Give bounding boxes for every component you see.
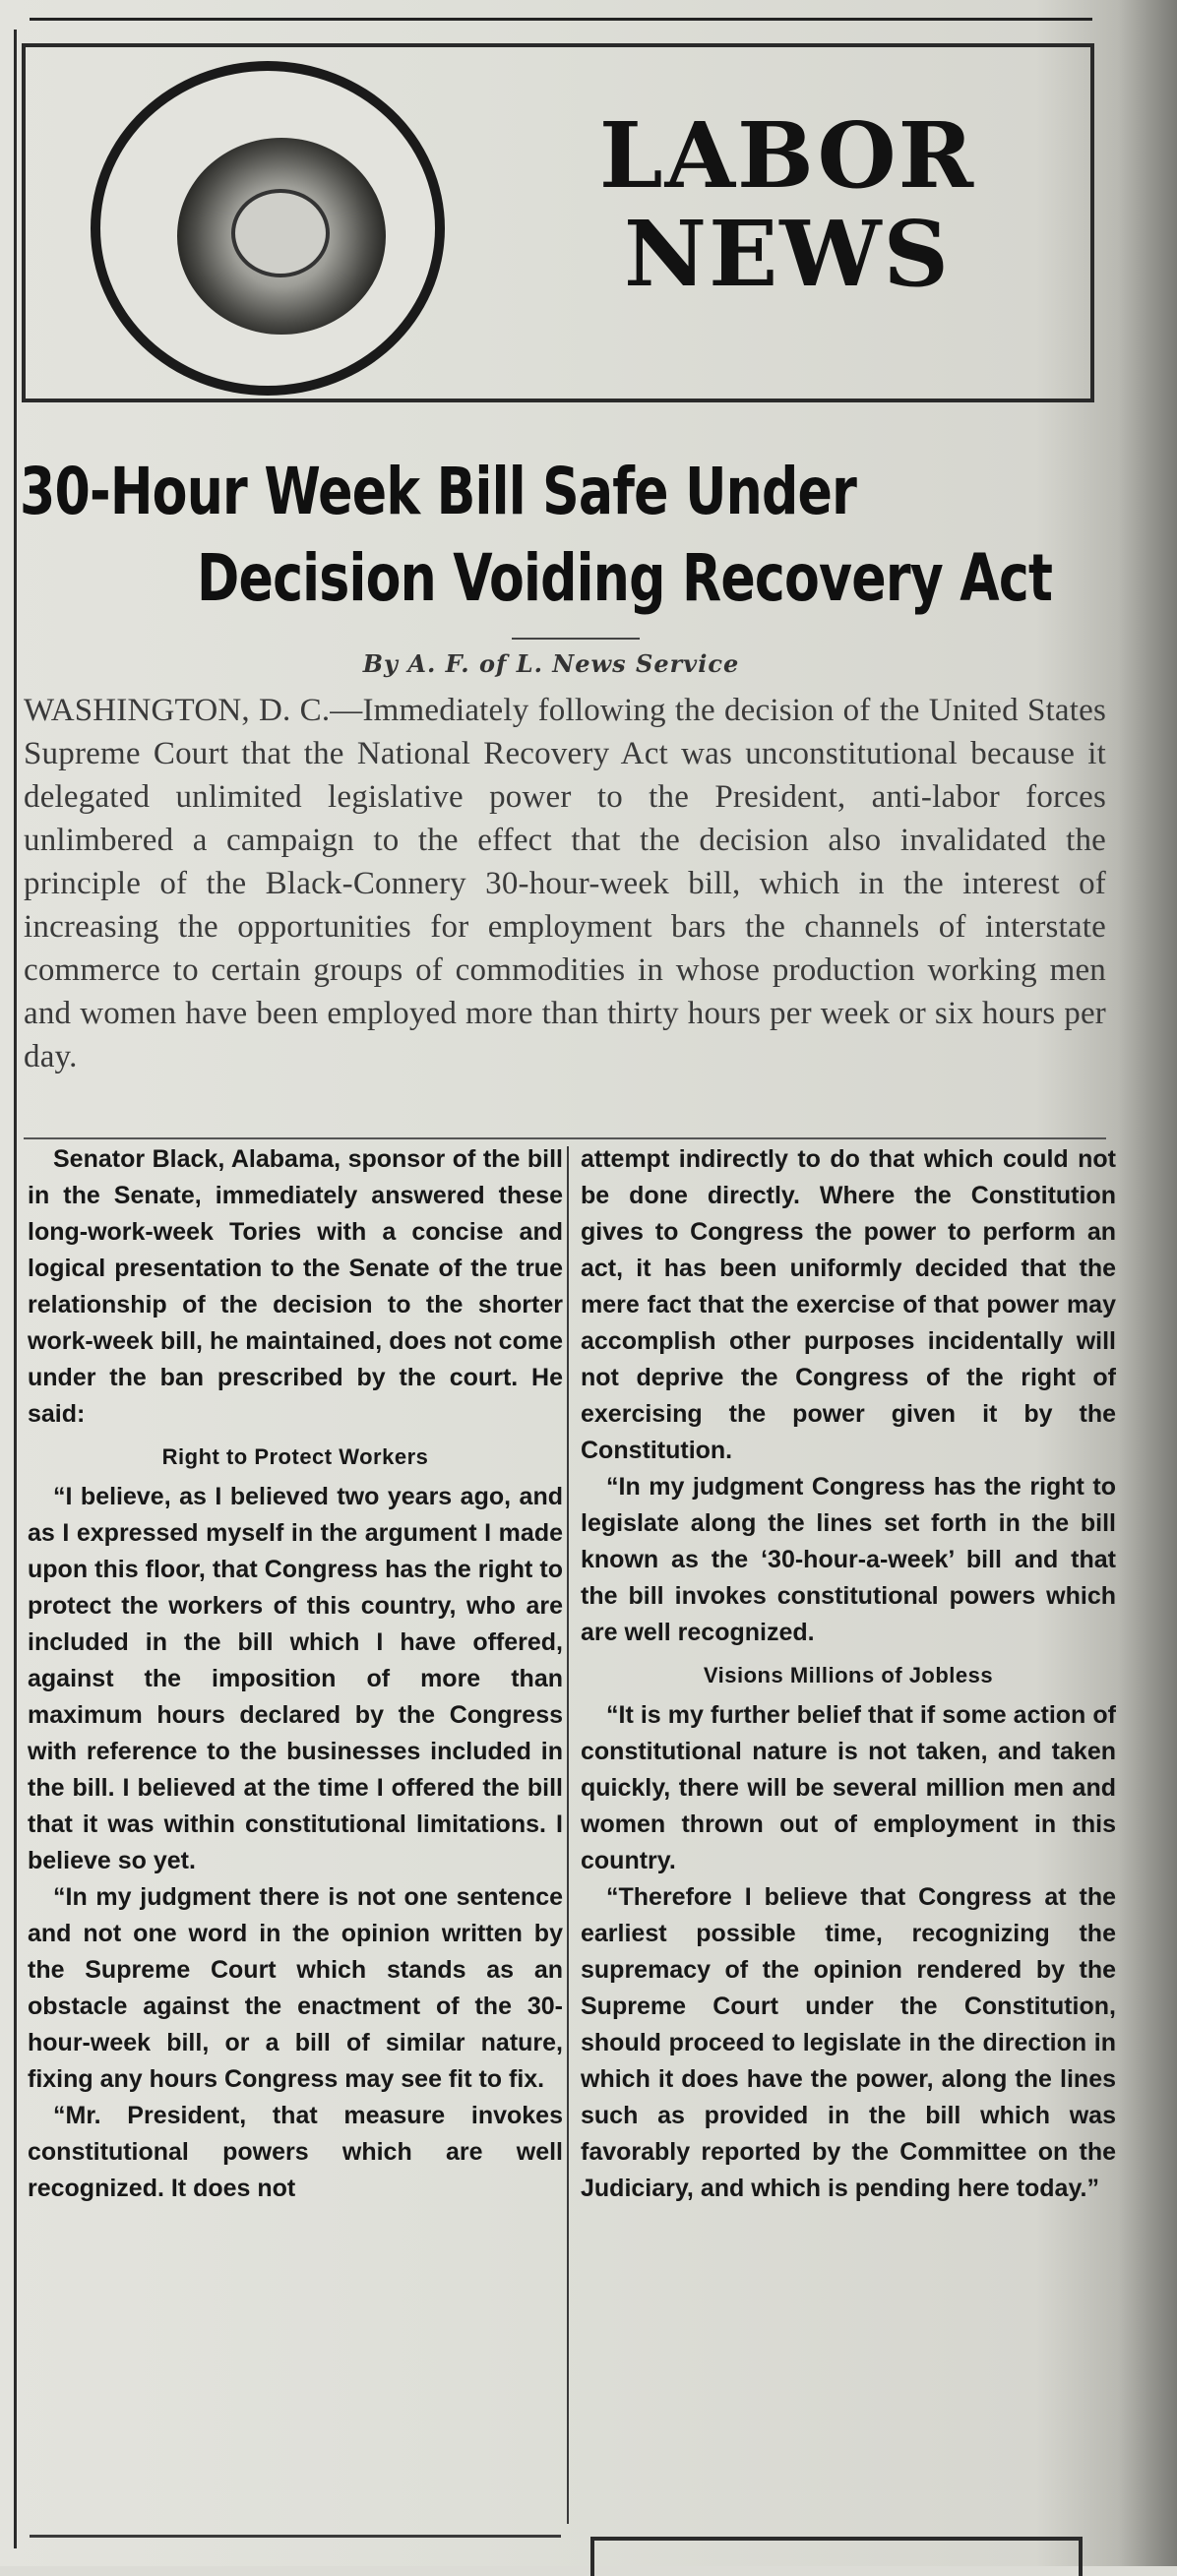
right-column xyxy=(581,1141,1116,2207)
byline: By A. F. of L. News Service xyxy=(362,649,740,678)
right-paragraph-2: “In my judgment Congress has the right to legislate along the lines set forth in the bill known as the ‘30-hour-a-week’ bill and that the bill invokes constitutional powers which are well recognized. xyxy=(581,1473,1116,1646)
next-article-box xyxy=(590,2537,1083,2576)
lead-paragraph: WASHINGTON, D. C.—Immediately following the decision of the United States Supreme Court that the National Recovery Act was unconstitutional because it delegated unlimited legislative power to the President, anti-labor forces unlimbered a campaign to the effect that the decision also invalidated the principle of the Black-Connery 30-hour-week bill, which in the interest of increasing the opportunities for employment bars the channels of interstate commerce to certain groups of commodities in whose production working men and women have been employed more than thirty hours per week or six hours per day. xyxy=(24,693,1106,1074)
column-divider xyxy=(567,1146,569,2524)
headline-line-1: 30-Hour Week Bill Safe Under xyxy=(20,454,857,529)
left-paragraph-1: Senator Black, Alabama, sponsor of the bill in the Senate, immediately answered these long-work-week Tories with a concise and logical presentation to the Senate of the true relationship of the decision to the shorter work-week bill, he maintained, does not come under the ban prescribed by the court. He said: xyxy=(28,1145,563,1428)
top-rule xyxy=(30,18,1092,21)
left-column xyxy=(28,1141,563,2207)
left-paragraph-2: “I believe, as I believed two years ago, and as I expressed myself in the argument I made upon this floor, that Congress has the right to protect the workers of this country, who are included in the bill which I have offered, against the imposition of more than maximum hours declared by the Congress with reference to the businesses included in the bill. I believed at the time I offered the bill that it was within constitutional limitations. I believe so yet. xyxy=(28,1483,563,1874)
byline-rule xyxy=(512,638,640,640)
headline-line-2: Decision Voiding Recovery Act xyxy=(197,540,1053,616)
right-paragraph-1: attempt indirectly to do that which could not be done directly. Where the Constitution gives to Congress the power to perform an act, it has been uniformly decided that the mere fact that the exercise of that power may accomplish other purposes incidentally will not deprive the Congress of the right of exercising the power given it by the Constitution. xyxy=(581,1145,1116,1464)
right-paragraph-3: “It is my further belief that if some action of constitutional nature is not taken, and taken quickly, there will be several million men and women thrown out of employment in this country. xyxy=(581,1701,1116,1874)
right-paragraph-4: “Therefore I believe that Congress at the earliest possible time, recognizing the supremacy of the opinion rendered by the Supreme Court under the Constitution, should proceed to legislate in the direction in which it does have the power, along the lines such as provided in the bill which was favorably reported by the Committee on the Judiciary, and which is pending here today.” xyxy=(581,1883,1116,2202)
bottom-rule xyxy=(30,2535,561,2538)
left-paragraph-3: “In my judgment there is not one sentence and not one word in the opinion written by the Supreme Court which stands as an obstacle against the enactment of the 30-hour-week bill, or a bill of similar nature, fixing any hours Congress may see fit to fix. xyxy=(28,1883,563,2093)
subhead-visions-millions: Visions Millions of Jobless xyxy=(703,1663,994,1687)
subhead-right-to-protect: Right to Protect Workers xyxy=(161,1444,429,1469)
lead-divider xyxy=(24,1137,1106,1139)
seal-center xyxy=(231,189,330,277)
left-paragraph-4: “Mr. President, that measure invokes constitutional powers which are well recognized. It does not xyxy=(28,2102,563,2202)
left-column-rule xyxy=(14,30,17,2548)
masthead-title: LABOR NEWS xyxy=(598,102,976,307)
